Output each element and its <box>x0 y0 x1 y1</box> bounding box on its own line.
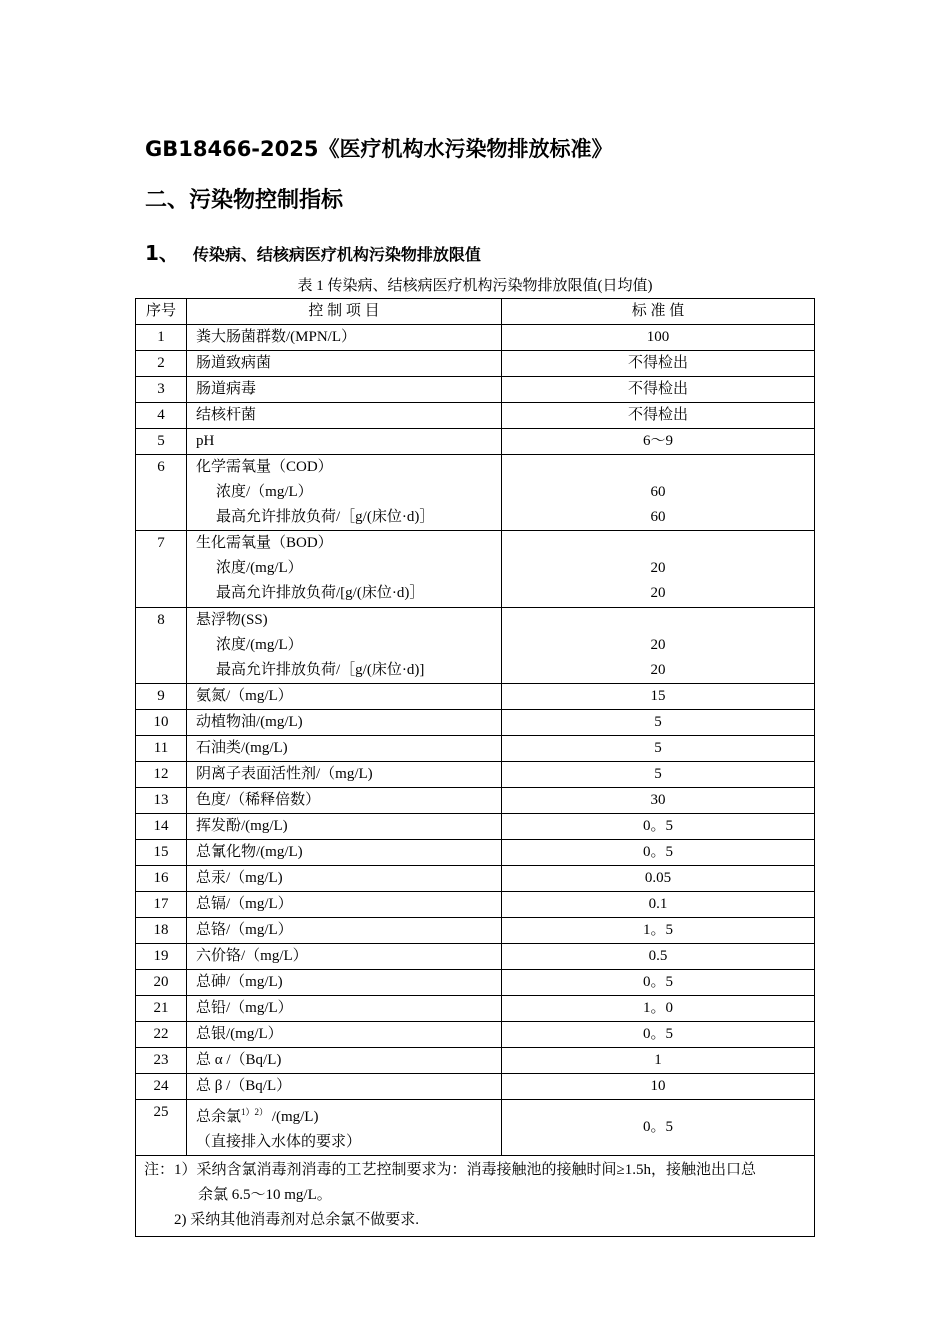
row-value: 1。5 <box>502 917 815 943</box>
row-item <box>187 455 502 531</box>
row-value: 5 <box>502 735 815 761</box>
row-value: 0.1 <box>502 891 815 917</box>
subsection-text: 传染病、结核病医疗机构污染物排放限值 <box>192 245 481 264</box>
table-row <box>136 891 815 917</box>
table-notes <box>136 1156 815 1237</box>
row-no: 5 <box>136 429 187 455</box>
emission-limits-table <box>135 298 815 1237</box>
table-row <box>136 865 815 891</box>
row-no: 25 <box>136 1099 187 1155</box>
item-sub-load: 最高允许排放负荷/［g/(床位·d)] <box>216 661 425 678</box>
row-item: 总 α /（Bq/L) <box>187 1047 502 1073</box>
row-value: 0.05 <box>502 865 815 891</box>
row-value: 不得检出 <box>502 351 815 377</box>
table-row-multi <box>136 607 815 683</box>
table-row <box>136 377 815 403</box>
row-value: 0。5 <box>502 839 815 865</box>
row-no: 8 <box>136 607 187 683</box>
row-no: 22 <box>136 1021 187 1047</box>
item-title: 化学需氧量（COD） <box>196 459 333 475</box>
table-row <box>136 995 815 1021</box>
table-row <box>136 761 815 787</box>
row-item <box>187 607 502 683</box>
table-row <box>136 969 815 995</box>
row-no: 17 <box>136 891 187 917</box>
row-item: 总铬/（mg/L） <box>187 917 502 943</box>
table-row <box>136 325 815 351</box>
row-value: 5 <box>502 761 815 787</box>
row-value <box>502 455 815 531</box>
row-value: 不得检出 <box>502 403 815 429</box>
row-no: 20 <box>136 969 187 995</box>
item-sub-load: 最高允许排放负荷/［g/(床位·d)］ <box>216 509 435 526</box>
row-no: 24 <box>136 1073 187 1099</box>
table-row <box>136 1047 815 1073</box>
row-value: 0。5 <box>502 1099 815 1155</box>
row-no: 18 <box>136 917 187 943</box>
row-item: 总汞/（mg/L) <box>187 865 502 891</box>
value-load: 20 <box>650 661 666 678</box>
note-line-2: 余氯 6.5～10 mg/L。 <box>198 1187 332 1204</box>
row-no: 12 <box>136 761 187 787</box>
table-row <box>136 1073 815 1099</box>
row-value: 0。5 <box>502 813 815 839</box>
item-unit: /(mg/L) <box>268 1108 319 1125</box>
row-no: 16 <box>136 865 187 891</box>
header-value: 标 准 值 <box>502 299 815 325</box>
row-value: 5 <box>502 709 815 735</box>
row-value: 15 <box>502 683 815 709</box>
table-row <box>136 709 815 735</box>
row-item: 结核杆菌 <box>187 403 502 429</box>
row-value <box>502 531 815 607</box>
row-no: 9 <box>136 683 187 709</box>
item-note: （直接排入水体的要求） <box>196 1133 362 1150</box>
row-item <box>187 1099 502 1155</box>
row-no: 3 <box>136 377 187 403</box>
row-value <box>502 607 815 683</box>
table-row <box>136 683 815 709</box>
row-value: 0。5 <box>502 1021 815 1047</box>
row-item <box>187 531 502 607</box>
item-sub-concentration: 浓度/(mg/L） <box>216 636 303 653</box>
row-no: 14 <box>136 813 187 839</box>
table-row <box>136 813 815 839</box>
row-item: 氨氮/（mg/L） <box>187 683 502 709</box>
item-title: 生化需氧量（BOD） <box>196 535 333 552</box>
table-row-multi <box>136 531 815 607</box>
row-value: 0.5 <box>502 943 815 969</box>
row-value: 30 <box>502 787 815 813</box>
row-value: 10 <box>502 1073 815 1099</box>
row-item: 总 β /（Bq/L） <box>187 1073 502 1099</box>
row-item: 色度/（稀释倍数） <box>187 787 502 813</box>
value-concentration: 60 <box>650 484 666 501</box>
section-title: 二、污染物控制指标 <box>145 188 344 213</box>
row-item: 总铅/（mg/L） <box>187 995 502 1021</box>
row-item: 动植物油/(mg/L) <box>187 709 502 735</box>
header-item: 控 制 项 目 <box>187 299 502 325</box>
row-item: 阴离子表面活性剂/（mg/L) <box>187 761 502 787</box>
row-item: 总砷/（mg/L) <box>187 969 502 995</box>
row-no: 19 <box>136 943 187 969</box>
table-caption: 表 1 传染病、结核病医疗机构污染物排放限值(日均值) <box>297 278 653 294</box>
row-no: 15 <box>136 839 187 865</box>
row-no: 21 <box>136 995 187 1021</box>
row-item: 肠道病毒 <box>187 377 502 403</box>
row-no: 10 <box>136 709 187 735</box>
table-row <box>136 735 815 761</box>
row-no: 7 <box>136 531 187 607</box>
value-concentration: 20 <box>650 560 666 577</box>
footnote-marks: 1）2） <box>241 1106 269 1117</box>
item-sub-concentration: 浓度/(mg/L） <box>216 560 303 577</box>
table-row <box>136 787 815 813</box>
header-no: 序号 <box>136 299 187 325</box>
value-load: 20 <box>650 585 666 602</box>
row-value: 0。5 <box>502 969 815 995</box>
row-no: 2 <box>136 351 187 377</box>
value-concentration: 20 <box>650 636 666 653</box>
row-value: 1。0 <box>502 995 815 1021</box>
table-row <box>136 403 815 429</box>
row-item: 挥发酚/(mg/L) <box>187 813 502 839</box>
table-row <box>136 917 815 943</box>
row-item: 六价铬/（mg/L） <box>187 943 502 969</box>
row-value: 1 <box>502 1047 815 1073</box>
item-sub-concentration: 浓度/（mg/L） <box>216 484 313 501</box>
table-notes-row <box>136 1156 815 1237</box>
row-value: 不得检出 <box>502 377 815 403</box>
item-title: 总余氯 <box>196 1108 242 1125</box>
item-title: 悬浮物(SS) <box>196 611 268 628</box>
document-title: GB18466-2025《医疗机构水污染物排放标准》 <box>145 137 613 161</box>
row-item: 石油类/(mg/L) <box>187 735 502 761</box>
table-row-multi <box>136 455 815 531</box>
row-value: 6～9 <box>502 429 815 455</box>
table-row-residual-chlorine <box>136 1099 815 1155</box>
subsection-title <box>145 237 481 266</box>
table-row <box>136 1021 815 1047</box>
row-item: 总氰化物/(mg/L) <box>187 839 502 865</box>
note-line-3: 2) 采纳其他消毒剂对总余氯不做要求. <box>174 1212 419 1229</box>
row-item: 总银/(mg/L） <box>187 1021 502 1047</box>
table-row <box>136 429 815 455</box>
row-no: 4 <box>136 403 187 429</box>
row-value: 100 <box>502 325 815 351</box>
row-no: 23 <box>136 1047 187 1073</box>
row-no: 6 <box>136 455 187 531</box>
row-item: pH <box>187 429 502 455</box>
row-item: 肠道致病菌 <box>187 351 502 377</box>
value-load: 60 <box>650 509 666 526</box>
row-no: 13 <box>136 787 187 813</box>
table-row <box>136 839 815 865</box>
table-row <box>136 943 815 969</box>
item-sub-load: 最高允许排放负荷/[g/(床位·d)］ <box>216 585 425 602</box>
table-row <box>136 351 815 377</box>
row-item: 总镉/（mg/L） <box>187 891 502 917</box>
table-header-row <box>136 299 815 325</box>
note-line-1: 注：1）采纳含氯消毒剂消毒的工艺控制要求为：消毒接触池的接触时间≥1.5h，接触池出口总 <box>144 1162 756 1179</box>
row-item: 粪大肠菌群数/(MPN/L） <box>187 325 502 351</box>
subsection-number: 1、 <box>145 241 179 265</box>
row-no: 1 <box>136 325 187 351</box>
row-no: 11 <box>136 735 187 761</box>
